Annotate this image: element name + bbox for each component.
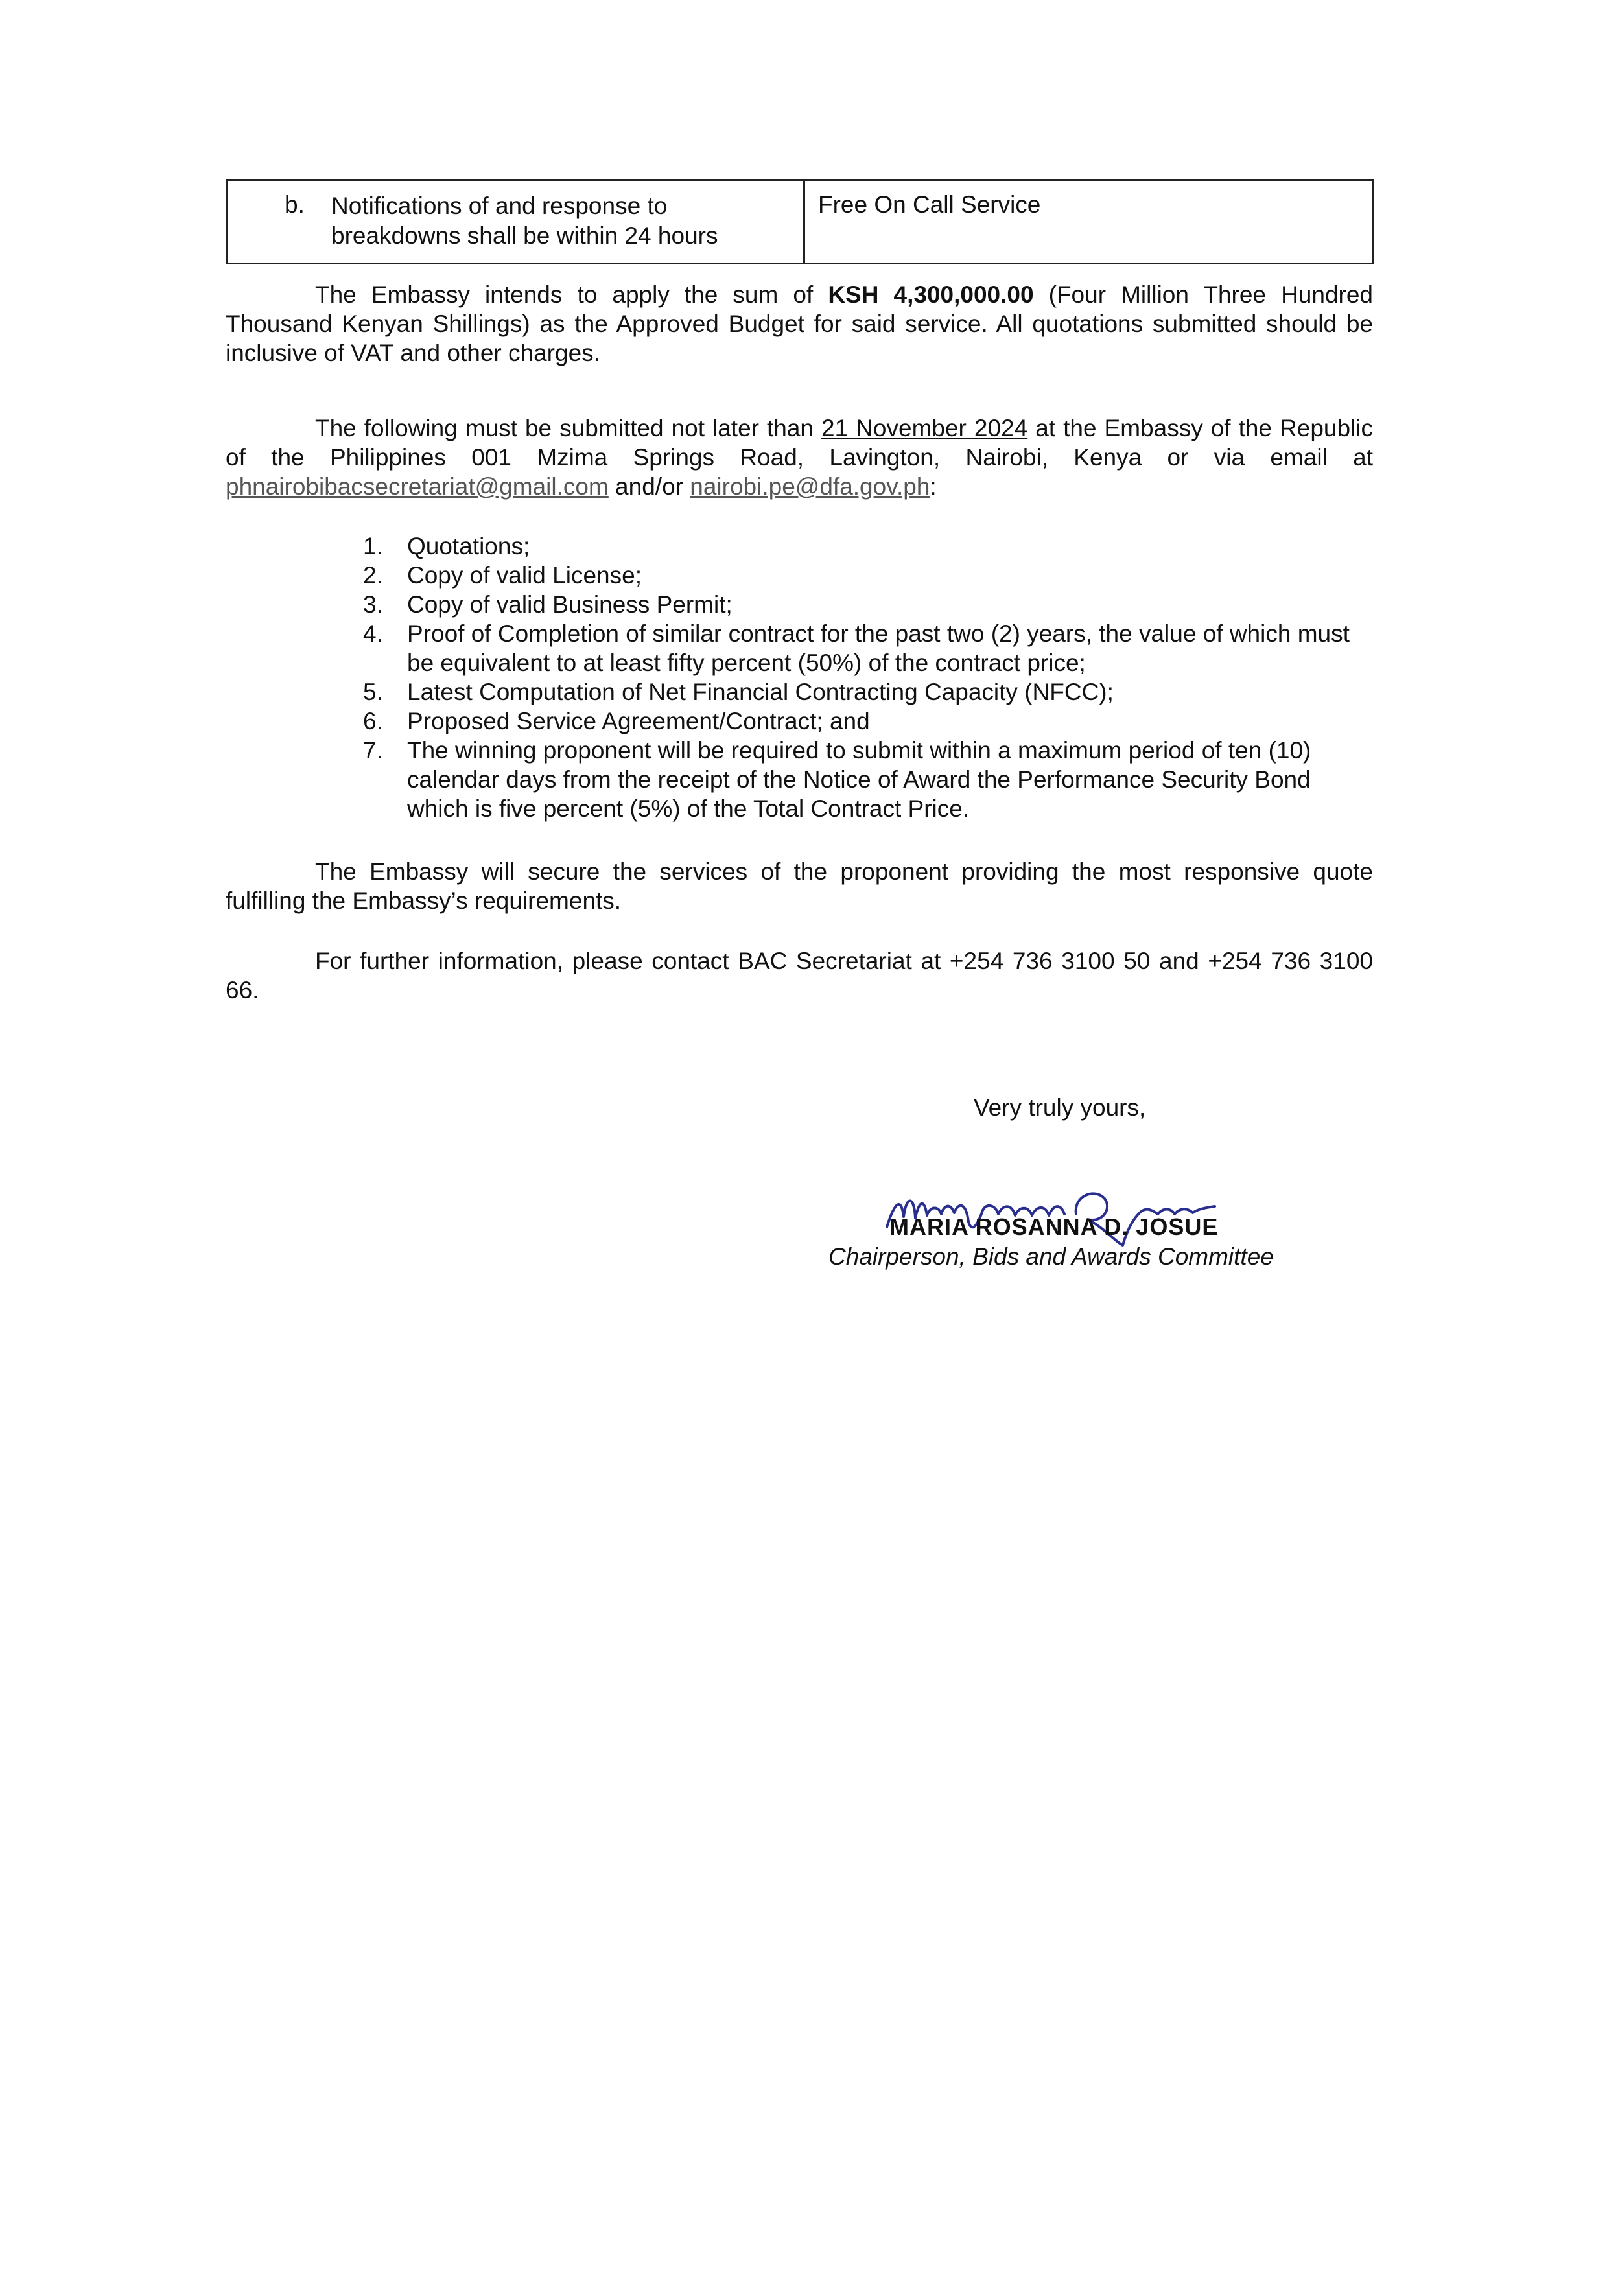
email-link-bac[interactable]: phnairobibacsecretariat@gmail.com [226, 473, 609, 500]
submission-andor: and/or [608, 473, 690, 500]
submission-pre: The following must be submitted not later than [315, 415, 822, 441]
email-link-embassy[interactable]: nairobi.pe@dfa.gov.ph [690, 473, 930, 500]
list-item: 6. Proposed Service Agreement/Contract; and [363, 708, 870, 734]
contact-paragraph: For further information, please contact BAC Secretariat at +254 736 3100 50 and +254 736 3100 66. [226, 948, 1373, 1003]
budget-paragraph [226, 280, 1373, 368]
table-cell-requirement [228, 181, 805, 263]
budget-post: (Four Million Three Hundred Thousand Kenyan Shillings) as the Approved Budget for said service. All quotations submitted should be inclusive of VAT and other charges. [226, 281, 1374, 366]
requirements-list [350, 532, 1374, 823]
submission-end: : [930, 473, 937, 500]
list-item: 1. Quotations; [363, 533, 530, 559]
requirement-text [331, 191, 785, 251]
secure-paragraph: The Embassy will secure the services of the proponent providing the most responsive quote fulfilling the Embassy’s requirements. [226, 858, 1373, 914]
signatory-title: Chairperson, Bids and Awards Committee [828, 1243, 1274, 1270]
list-item: 2. Copy of valid License; [363, 562, 642, 589]
signatory-name: MARIA ROSANNA D. JOSUE [889, 1213, 1219, 1240]
service-table [226, 179, 1374, 264]
requirement-line-2: breakdowns shall be within 24 hours [331, 222, 718, 249]
list-item: 4. Proof of Completion of similar contract for the past two (2) years, the value of which must be equivalent to at least fifty percent (50%) of the contract price; [363, 620, 1350, 676]
table-cell-terms [805, 181, 1372, 263]
terms-text: Free On Call Service [818, 191, 1041, 218]
list-item: 5. Latest Computation of Net Financial Contracting Capacity (NFCC); [363, 679, 1114, 705]
submission-paragraph [226, 414, 1373, 501]
closing-salutation: Very truly yours, [974, 1094, 1146, 1121]
list-item: 3. Copy of valid Business Permit; [363, 591, 733, 618]
row-mark: b. [285, 191, 305, 218]
submission-deadline: 21 November 2024 [821, 415, 1028, 441]
budget-pre: The Embassy intends to apply the sum of [315, 281, 828, 308]
submission-mid: at the Embassy of the Republic of the Philippines 001 Mzima Springs Road, Lavington, Nairobi, Kenya or via email at [226, 415, 1374, 471]
requirement-line-1: Notifications of and response to [331, 193, 668, 219]
list-item: 7. The winning proponent will be required to submit within a maximum period of ten (10) calendar days from the receipt of the Notice of Award the Performance Security Bond which is five percent (5%) of the Total Contract Price. [363, 737, 1311, 822]
budget-amount: KSH 4,300,000.00 [828, 281, 1034, 308]
